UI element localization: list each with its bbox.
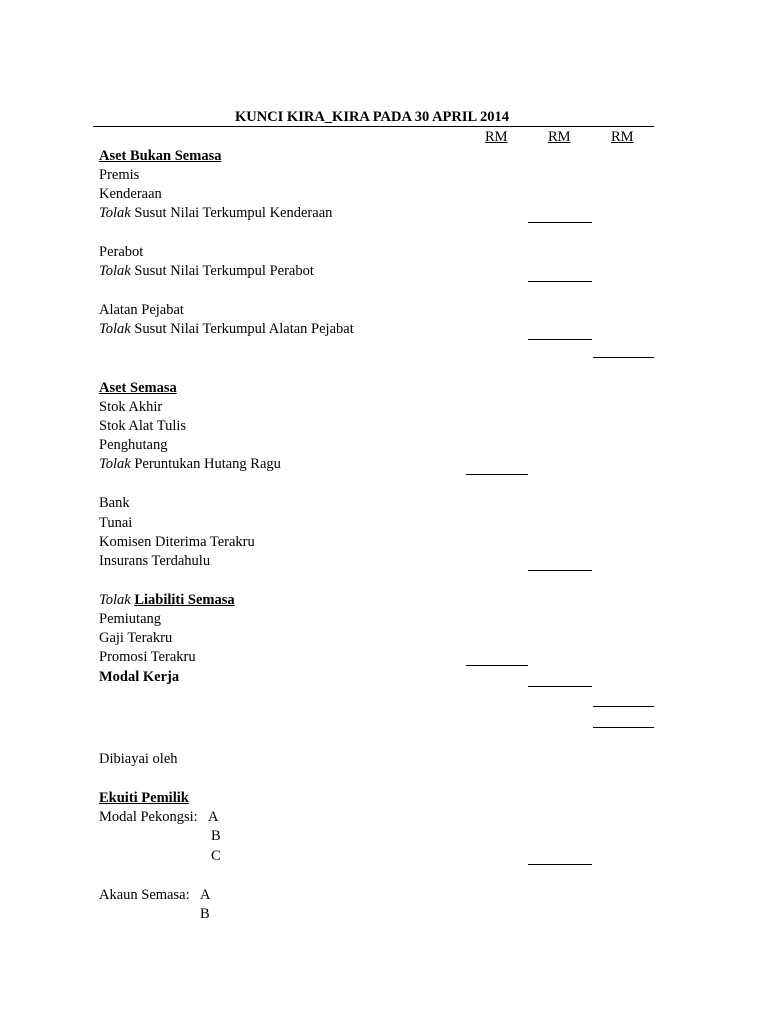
non-current-assets-heading: Aset Bukan Semasa	[99, 148, 222, 164]
grand-total-line-1	[593, 706, 654, 707]
current-assets-heading: Aset Semasa	[99, 380, 177, 396]
depreciation-furniture-label: Susut Nilai Terkumpul Perabot	[134, 263, 314, 279]
capital-partner-b: B	[211, 828, 221, 844]
document-title: KUNCI KIRA_KIRA PADA 30 APRIL 2014	[234, 109, 510, 125]
komisen-label: Komisen Diterima Terakru	[99, 534, 255, 550]
subtotal-line-vehicle	[528, 222, 592, 223]
grand-total-line-2	[593, 727, 654, 728]
tunai-label: Tunai	[99, 515, 133, 531]
kenderaan-label: Kenderaan	[99, 186, 162, 202]
less-depreciation-equipment	[99, 321, 354, 338]
total-line-current-assets	[528, 570, 592, 571]
current-account-label: Akaun Semasa:	[99, 887, 190, 903]
current-liabilities-heading-row	[99, 592, 235, 609]
less-depreciation-vehicle	[99, 205, 332, 222]
penghutang-label: Penghutang	[99, 437, 168, 453]
modal-kerja-label: Modal Kerja	[99, 669, 180, 685]
column-header-rm-1: RM	[485, 129, 508, 145]
subtotal-line-equipment	[528, 339, 592, 340]
tolak-label: Tolak	[99, 263, 131, 279]
current-account-a: A	[200, 887, 211, 903]
header-rule	[93, 126, 654, 127]
subtotal-line-working-capital	[528, 686, 592, 687]
gaji-terakru-label: Gaji Terakru	[99, 630, 173, 646]
capital-label: Modal Pekongsi:	[99, 809, 198, 825]
total-line-non-current	[593, 357, 654, 358]
promosi-terakru-label: Promosi Terakru	[99, 649, 196, 665]
insurans-label: Insurans Terdahulu	[99, 553, 211, 569]
financed-by-label: Dibiayai oleh	[99, 751, 178, 767]
subtotal-line-capital	[528, 864, 592, 865]
capital-partner-c: C	[211, 848, 221, 864]
current-account-b: B	[200, 906, 210, 922]
subtotal-line-debtors	[466, 474, 528, 475]
tolak-label: Tolak	[99, 321, 131, 337]
depreciation-vehicle-label: Susut Nilai Terkumpul Kenderaan	[134, 205, 333, 221]
column-header-rm-3: RM	[611, 129, 634, 145]
tolak-label: Tolak	[99, 456, 131, 472]
doubtful-debts-label: Peruntukan Hutang Ragu	[134, 456, 281, 472]
tolak-label: Tolak	[99, 592, 131, 608]
subtotal-line-furniture	[528, 281, 592, 282]
premis-label: Premis	[99, 167, 140, 183]
perabot-label: Perabot	[99, 244, 144, 260]
current-liabilities-heading: Liabiliti Semasa	[134, 592, 235, 608]
depreciation-equipment-label: Susut Nilai Terkumpul Alatan Pejabat	[134, 321, 354, 337]
bank-label: Bank	[99, 495, 130, 511]
tolak-label: Tolak	[99, 205, 131, 221]
column-header-rm-2: RM	[548, 129, 571, 145]
subtotal-line-liabilities	[466, 665, 528, 666]
alatan-pejabat-label: Alatan Pejabat	[99, 302, 184, 318]
stok-akhir-label: Stok Akhir	[99, 399, 163, 415]
stok-alat-tulis-label: Stok Alat Tulis	[99, 418, 187, 434]
pemiutang-label: Pemiutang	[99, 611, 162, 627]
less-depreciation-furniture	[99, 263, 314, 280]
capital-partner-a: A	[208, 809, 219, 825]
less-doubtful-debts	[99, 456, 281, 473]
equity-heading: Ekuiti Pemilik	[99, 790, 189, 806]
